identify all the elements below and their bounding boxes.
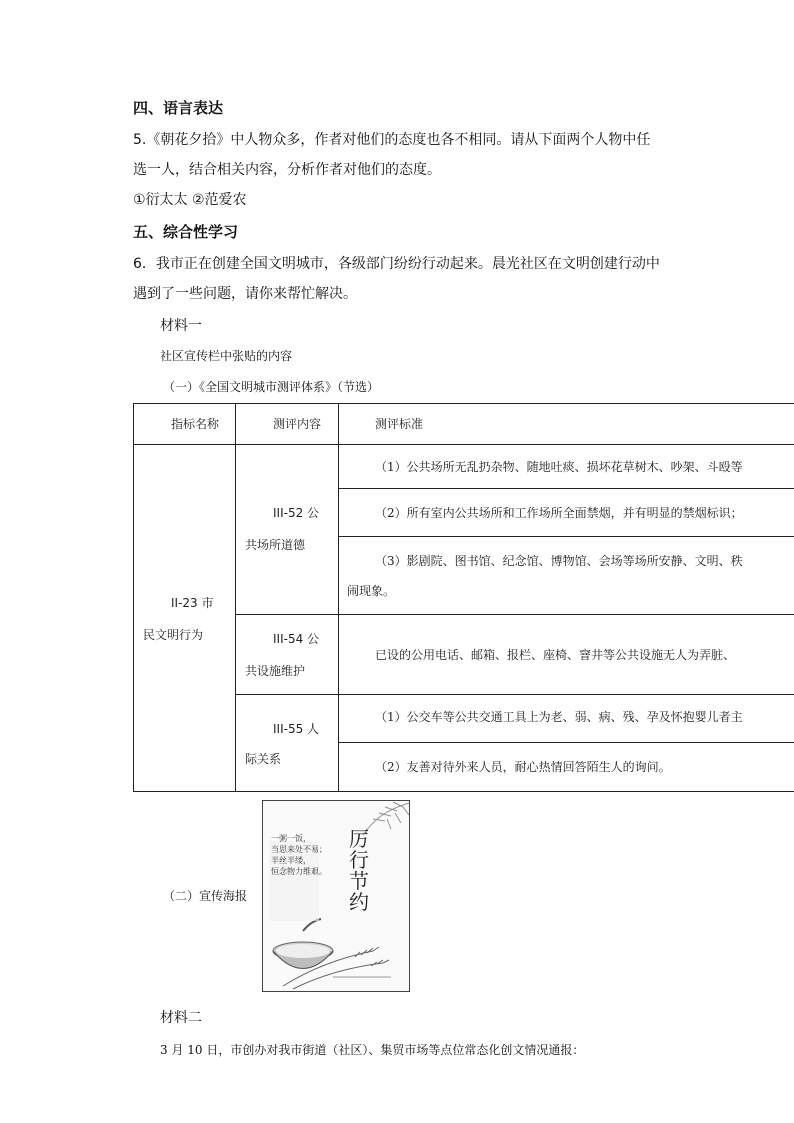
table-header-indicator: 指标名称 <box>171 417 220 431</box>
table-caption: （一）《全国文明城市测评体系》（节选） <box>163 380 380 394</box>
question-5-options: ①衍太太 ②范爱农 <box>133 192 247 208</box>
table-header-content: 测评内容 <box>273 417 322 431</box>
content-52-line-2: 共场所道德 <box>245 538 306 552</box>
material-1-subtitle: 社区宣传栏中张贴的内容 <box>160 349 293 363</box>
poster-verse-line-1: 一粥一饭， <box>271 834 311 843</box>
content-55-line-1: III-55 人 <box>273 722 320 736</box>
poster-verse-line-3: 半丝半缕， <box>271 856 311 865</box>
standard-52-1: （1）公共场所无乱扔杂物、随地吐痰、损坏花草树木、吵架、斗殴等 <box>375 460 743 474</box>
evaluation-table <box>133 403 794 792</box>
standard-52-3-line-1: （3）影剧院、图书馆、纪念馆、博物馆、会场等场所安静、文明、秩 <box>375 554 743 568</box>
standard-55-2: （2）友善对待外来人员，耐心热情回答陌生人的询问。 <box>375 760 671 774</box>
poster-verse-line-4: 恒念物力维艰。 <box>271 867 327 876</box>
question-6-line-2: 遇到了一些问题，请你来帮忙解决。 <box>133 286 357 302</box>
indicator-line-1: II-23 市 <box>171 596 214 610</box>
content-52-line-1: III-52 公 <box>273 506 320 520</box>
content-54-line-1: III-54 公 <box>273 632 320 646</box>
poster-artwork <box>263 801 409 991</box>
material-2-label: 材料二 <box>160 1010 202 1026</box>
question-6-line-1: 6．我市正在创建全国文明城市，各级部门纷纷行动起来。晨光社区在文明创建行动中 <box>133 256 660 272</box>
content-54-line-2: 共设施维护 <box>245 664 306 678</box>
question-5-line-1: 5.《朝花夕拾》中人物众多，作者对他们的态度也各不相同。请从下面两个人物中任 <box>133 132 651 148</box>
table-header-standard: 测评标准 <box>375 417 424 431</box>
question-5-line-2: 选一人，结合相关内容，分析作者对他们的态度。 <box>133 162 441 178</box>
indicator-line-2: 民文明行为 <box>143 628 204 642</box>
section-heading-4: 四、语言表达 <box>133 99 224 117</box>
standard-55-1: （1）公交车等公共交通工具上为老、弱、病、残、孕及怀抱婴儿者主 <box>375 710 743 724</box>
content-55-line-2: 际关系 <box>245 752 282 766</box>
section-heading-5: 五、综合性学习 <box>133 223 239 241</box>
material-2-line-1: 3 月 10 日，市创办对我市街道（社区）、集贸市场等点位常态化创文情况通报： <box>160 1043 585 1057</box>
poster-verse <box>271 833 345 877</box>
propaganda-poster <box>262 800 410 992</box>
poster-caption: （二）宣传海报 <box>163 889 248 903</box>
standard-54-1: 已设的公用电话、邮箱、报栏、座椅、窨井等公共设施无人为弄脏、 <box>375 648 736 662</box>
standard-52-3-line-2: 闹现象。 <box>347 584 396 598</box>
poster-title: 厉行节约 <box>349 827 369 914</box>
poster-verse-line-2: 当思来处不易； <box>271 845 327 854</box>
material-1-label: 材料一 <box>160 318 202 334</box>
standard-52-2: （2）所有室内公共场所和工作场所全面禁烟，并有明显的禁烟标识； <box>375 506 743 520</box>
